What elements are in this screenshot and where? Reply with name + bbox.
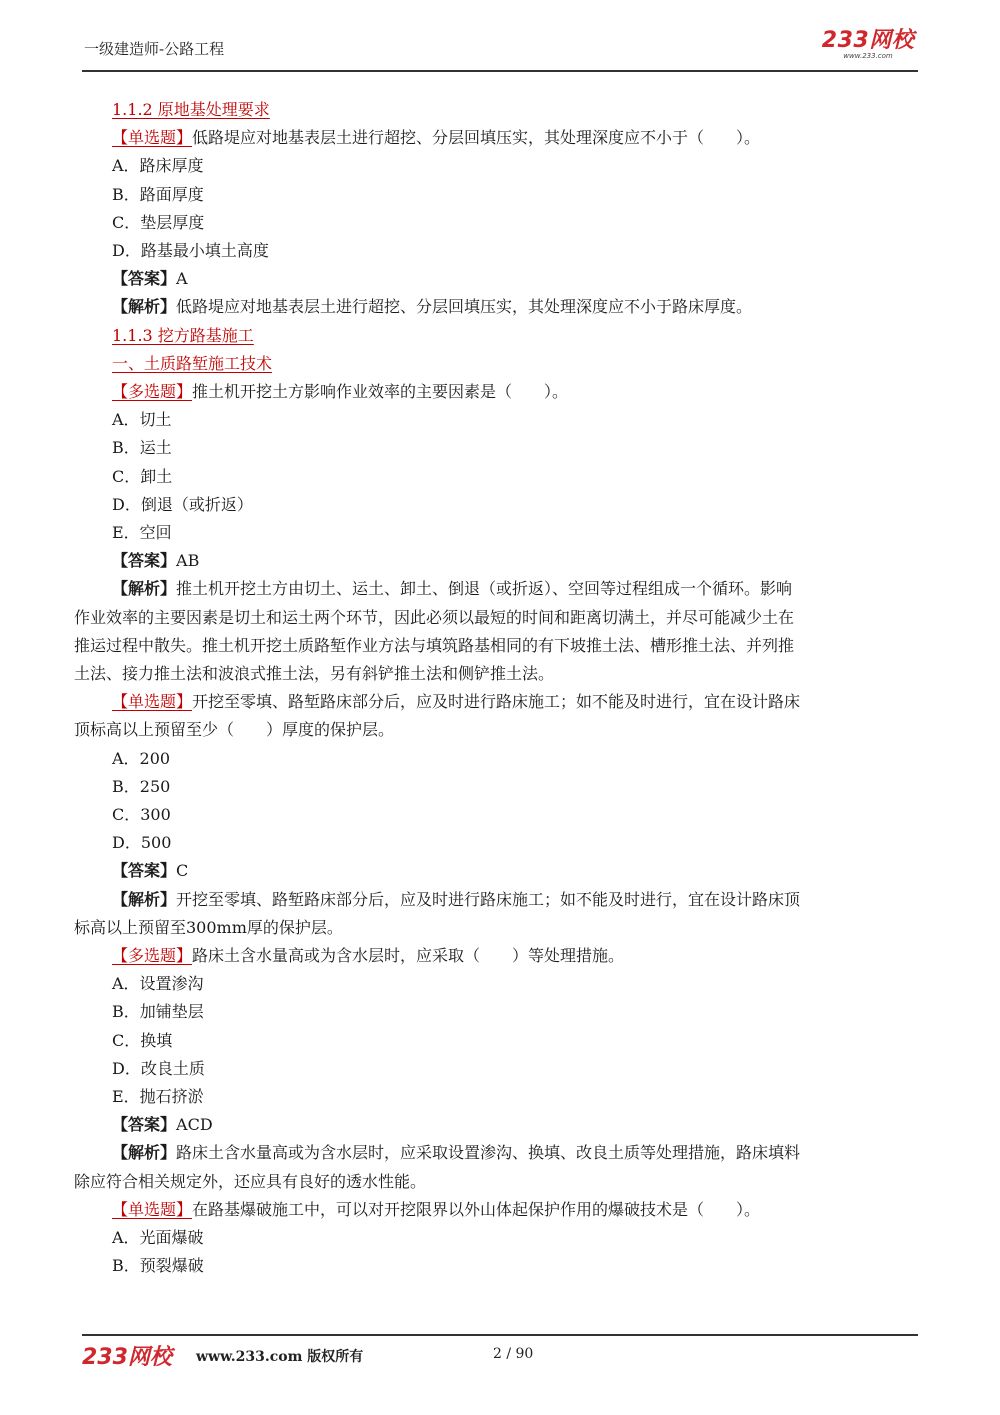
question-line — [112, 124, 760, 152]
option-text: B．加铺垫层 — [112, 1002, 204, 1022]
option-line — [112, 406, 172, 434]
brand-logo — [818, 30, 918, 60]
heading-line — [112, 96, 270, 124]
question-stem: 顶标高以上预留至少（ ）厚度的保护层。 — [74, 720, 395, 740]
question-line — [74, 716, 394, 744]
analysis-text: 作业效率的主要因素是切土和运土两个环节，因此必须以最短的时间和距离切满土，并尽可能减少土在 — [74, 607, 795, 627]
option-line — [112, 181, 204, 209]
question-type-tag: 【单选题】 — [112, 692, 193, 712]
footer-logo: 233网校 — [82, 1345, 172, 1370]
answer-label: 【答案】 — [112, 861, 177, 881]
option-line — [112, 519, 172, 547]
subsection-heading: 一、土质路堑施工技术 — [112, 353, 273, 373]
option-text: B．运土 — [112, 438, 172, 458]
option-text: D．改良土质 — [112, 1058, 205, 1078]
question-line — [112, 378, 568, 406]
analysis-line — [74, 1168, 426, 1196]
analysis-line — [74, 660, 554, 688]
option-text: D．倒退（或折返） — [112, 494, 253, 514]
option-text: C．垫层厚度 — [112, 212, 205, 232]
option-line — [112, 801, 171, 829]
option-text: A．切土 — [112, 410, 172, 430]
question-stem: 路床土含水量高或为含水层时，应采取（ ）等处理措施。 — [192, 946, 625, 965]
option-line — [112, 463, 172, 491]
option-line — [112, 209, 204, 237]
page-number: 2 / 90 — [493, 1346, 534, 1362]
answer-value: A — [176, 269, 188, 289]
analysis-line — [74, 604, 794, 632]
option-text: C．卸土 — [112, 466, 173, 486]
answer-label: 【答案】 — [112, 551, 177, 571]
analysis-label: 【解析】 — [112, 297, 177, 317]
option-line — [112, 998, 204, 1026]
analysis-label: 【解析】 — [112, 1143, 177, 1163]
option-text: A．光面爆破 — [112, 1228, 204, 1247]
answer-line — [112, 547, 199, 575]
option-text: E．空回 — [112, 523, 172, 542]
option-line — [112, 491, 253, 519]
option-line — [112, 970, 204, 998]
question-type-tag: 【单选题】 — [112, 128, 193, 148]
answer-value: C — [176, 861, 189, 881]
analysis-line — [112, 886, 800, 914]
option-line — [112, 773, 170, 801]
analysis-line — [112, 293, 752, 321]
question-type-tag: 【多选题】 — [112, 946, 193, 965]
option-text: C．300 — [112, 805, 171, 824]
analysis-line — [74, 632, 794, 660]
option-text: A．200 — [112, 748, 171, 768]
option-line — [112, 1252, 204, 1280]
analysis-line — [112, 1139, 800, 1167]
option-text: E．抛石挤淤 — [112, 1087, 204, 1106]
option-text: B．路面厚度 — [112, 184, 204, 204]
answer-value: ACD — [176, 1115, 213, 1135]
option-text: C．换填 — [112, 1030, 173, 1050]
option-line — [112, 1083, 204, 1111]
option-line — [112, 237, 269, 265]
question-type-tag: 【单选题】 — [112, 1199, 193, 1219]
footer-divider — [82, 1334, 918, 1336]
question-stem: 推土机开挖土方影响作业效率的主要因素是（ ）。 — [192, 382, 569, 401]
question-stem: 开挖至零填、路堑路床部分后，应及时进行路床施工；如不能及时进行，宜在设计路床 — [192, 692, 801, 712]
answer-line — [112, 265, 188, 293]
analysis-text: 除应符合相关规定外，还应具有良好的透水性能。 — [74, 1171, 427, 1191]
analysis-label: 【解析】 — [112, 579, 177, 599]
question-stem: 低路堤应对地基表层土进行超挖、分层回填压实，其处理深度应不小于（ ）。 — [192, 128, 761, 148]
option-line — [112, 152, 204, 180]
footer-copyright: www.233.com 版权所有 — [196, 1349, 364, 1365]
analysis-text: 土法、接力推土法和波浪式推土法，另有斜铲推土法和侧铲推土法。 — [74, 664, 555, 683]
option-text: A．路床厚度 — [112, 156, 204, 176]
question-stem: 在路基爆破施工中，可以对开挖限界以外山体起保护作用的爆破技术是（ ）。 — [192, 1199, 761, 1219]
analysis-label: 【解析】 — [112, 889, 177, 909]
option-text: A．设置渗沟 — [112, 974, 204, 994]
analysis-text: 路床土含水量高或为含水层时，应采取设置渗沟、换填、改良土质等处理措施，路床填料 — [176, 1143, 801, 1163]
analysis-line — [112, 575, 792, 603]
question-line — [112, 688, 800, 716]
option-line — [112, 1027, 172, 1055]
question-line — [112, 942, 624, 970]
document-header-title: 一级建造师-公路工程 — [84, 40, 225, 58]
answer-label: 【答案】 — [112, 1115, 177, 1135]
option-line — [112, 434, 172, 462]
question-type-tag: 【多选题】 — [112, 382, 193, 401]
section-heading: 1.1.2 原地基处理要求 — [112, 100, 270, 119]
option-line — [112, 745, 170, 773]
section-heading: 1.1.3 挖方路基施工 — [112, 325, 254, 345]
heading-line — [112, 350, 272, 378]
option-line — [112, 1224, 204, 1252]
analysis-text: 标高以上预留至300mm厚的保护层。 — [74, 917, 343, 937]
option-line — [112, 829, 171, 857]
logo-text: 233网校 — [821, 28, 915, 53]
analysis-text: 低路堤应对地基表层土进行超挖、分层回填压实，其处理深度应不小于路床厚度。 — [176, 297, 753, 317]
option-text: B．250 — [112, 776, 171, 796]
answer-label: 【答案】 — [112, 269, 177, 289]
question-line — [112, 1196, 760, 1224]
analysis-text: 开挖至零填、路堑路床部分后，应及时进行路床施工；如不能及时进行，宜在设计路床顶 — [176, 889, 801, 909]
option-text: D．路基最小填土高度 — [112, 241, 269, 260]
option-line — [112, 1055, 205, 1083]
answer-line — [112, 857, 188, 885]
analysis-text: 推运过程中散失。推土机开挖土质路堑作业方法与填筑路基相同的有下坡推土法、槽形推土法、并列推 — [74, 635, 795, 655]
option-text: D．500 — [112, 833, 172, 853]
logo-url: www.233.com — [843, 52, 893, 60]
analysis-line — [74, 914, 343, 942]
header-divider — [82, 70, 918, 72]
answer-value: AB — [176, 551, 200, 571]
heading-line — [112, 322, 254, 350]
answer-line — [112, 1111, 213, 1139]
analysis-text: 推土机开挖土方由切土、运土、卸土、倒退（或折返）、空回等过程组成一个循环。影响 — [176, 579, 793, 599]
option-text: B．预裂爆破 — [112, 1256, 204, 1276]
